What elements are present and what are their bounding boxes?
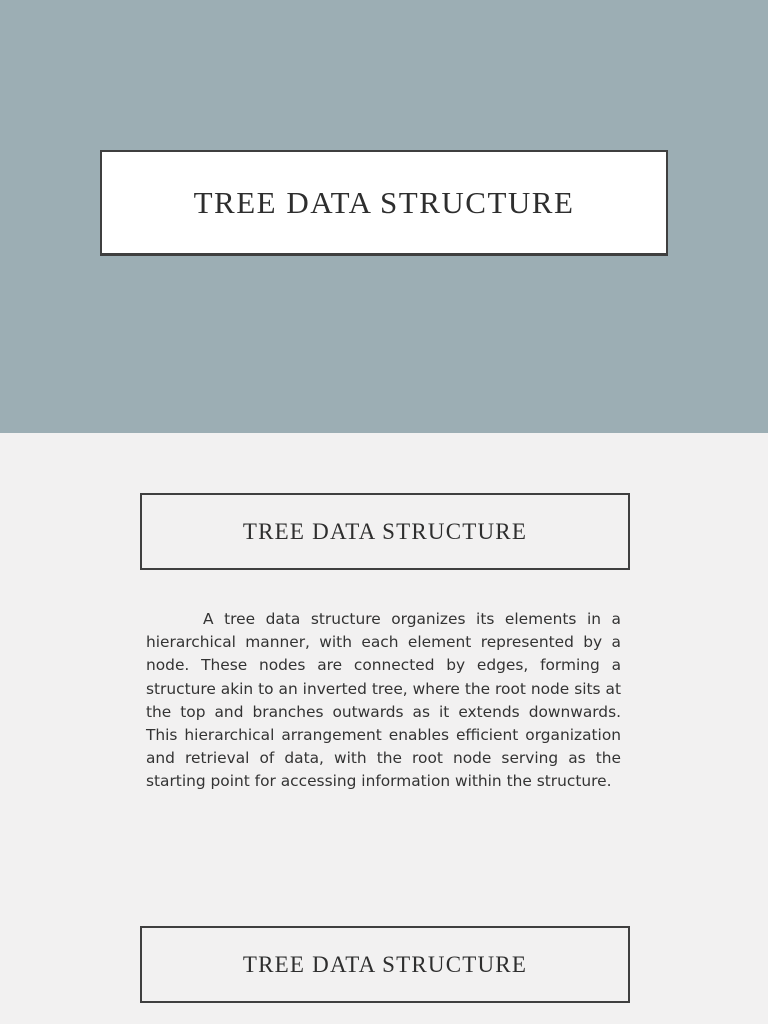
description-paragraph: A tree data structure organizes its elements in a hierarchical manner, with each element represented by a node. These nodes are connected by edges, forming a structure akin to an inverted tree, where the root node sits at the top and branches outwards as it extends downwards. This hierarchical arrangement enables efficient organization and retrieval of data, with the root node serving as the starting point for accessing information within the structure. — [146, 610, 621, 791]
next-section-title-box — [140, 926, 630, 1003]
section-title-box — [140, 493, 630, 570]
next-section-title: TREE DATA STRUCTURE — [242, 951, 528, 977]
title-slide-title: TREE DATA STRUCTURE — [193, 184, 575, 220]
section-title: TREE DATA STRUCTURE — [242, 518, 528, 544]
title-slide-title-box — [100, 150, 668, 256]
title-slide-background — [0, 0, 768, 433]
